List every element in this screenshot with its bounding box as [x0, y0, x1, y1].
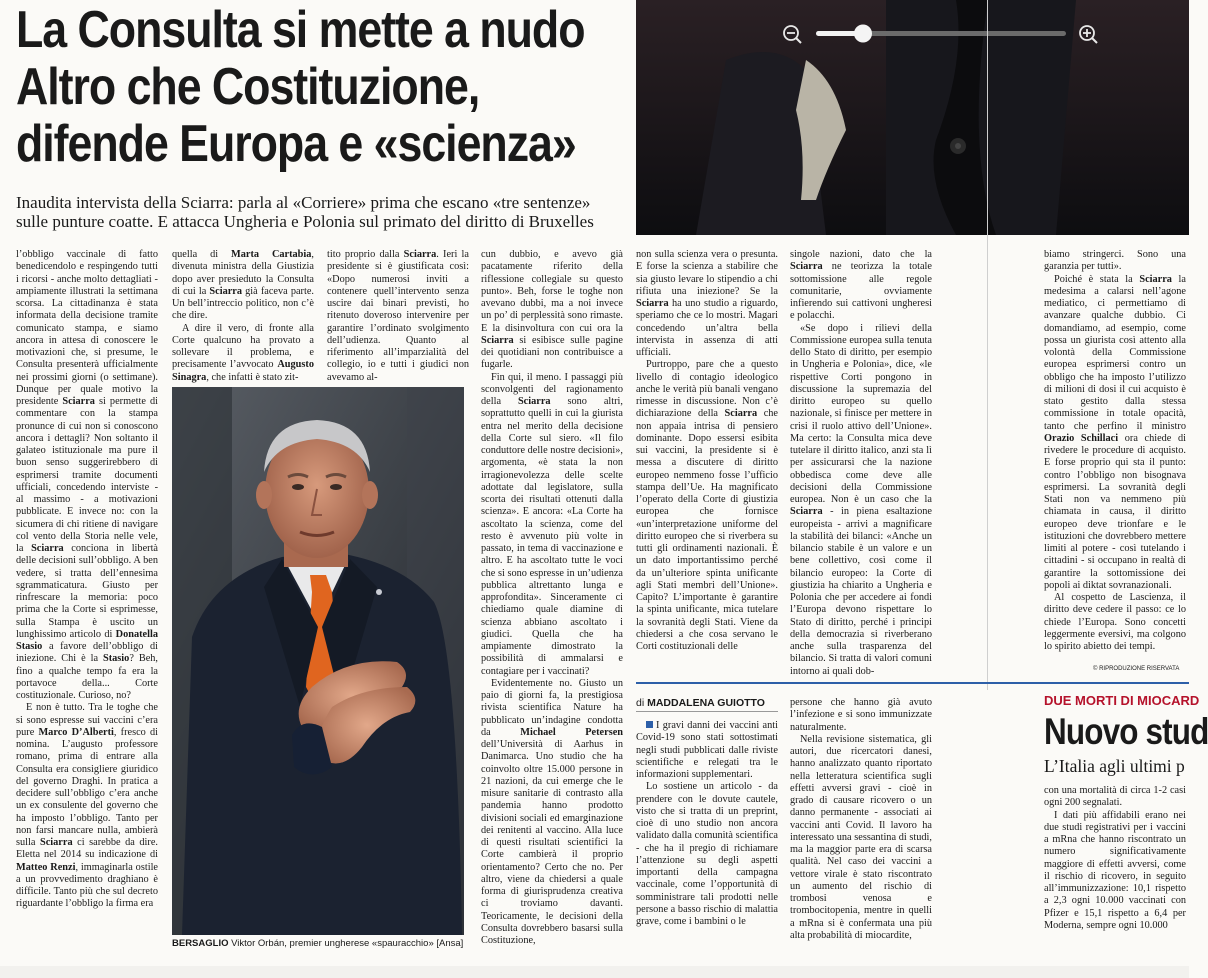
- page-bottom-margin: [0, 966, 1189, 978]
- column-2-top: quella di Marta Cartabia, divenuta ministra della Giustizia dopo aver presieduto la Consulta di cui la Sciarra già faceva parte. Un bell’intreccio politico, non c’è che dire. A dire il vero, di fronte alla Corte qualcuno ha provato a sollevare il problema, e precisamente l’avvocato Augusto Sinagra, che infatti è stato zit-: [172, 249, 314, 383]
- side-story-kicker: DUE MORTI DI MIOCARD: [1044, 693, 1200, 708]
- column-4: cun dubbio, e avevo già pacatamente riferito della riflessione collegiale su questo punto». Beh, forse le toghe non avevano dubbi, ma a noi invece un po’ di perplessità sono rimaste. E la disinvoltura con cui ora la Sciarra si esibisce sulle pagine dei quotidiani non contribuisce a fugarle. Fin qui, il meno. I passaggi più sconvolgenti del ragionamento della Sciarra sono altri, soprattutto quelli in cui la giurista entra nel merito della decisione della Corte sul siero. «Il filo conduttore delle nostre decisioni», argomenta, «è stata la non irragionevolezza delle scelte adottate dal legislatore, sulla scorta dei risultati ottenuti dalla scienza». E ancora: «La Corte ha ascoltato la scienza, come del resto è avvenuto più volte in passato, in tema di vaccinazione e altro. E ha ascoltato tutte le voci che si sono espresse in un’udienza pubblica altrettanto lunga e approfondita». Sinceramente ci chiediamo quale diamine di scienza abbiano ascoltato i giudici. Quella che ha ampiamente dimostrato la possibilità di ammalarsi e contagiare per i vaccinati? Evidentemente no. Giusto un paio di giorni fa, la prestigiosa rivista scientifica Nature ha pubblicato un’indagine condotta da Michael Petersen dell’Università di Aarhus in Danimarca. Uno studio che ha coinvolto oltre 15.000 persone in 21 nazioni, da cui emerge che le misure sanitarie di contrasto alla pandemia hanno prodotto divisioni sociali ed emarginazione dei renitenti al vaccino. Alla luce di questi risultati scientifici la Corte cambierà il proprio orientamento? Certo che no. Per altro, viene da chiedersi a quale forma di giurisprudenza creativa ci troviamo davanti. Teoricamente, le decisioni della Consulta dovrebbero basarsi sulla Costituzione,: [481, 249, 623, 946]
- headline-line-2: Altro che Costituzione,: [16, 58, 480, 116]
- zoom-in-icon[interactable]: [1080, 26, 1097, 43]
- zoom-bar[interactable]: [776, 14, 1110, 54]
- column-6: singole nazioni, dato che la Sciarra ne teorizza la totale sottomissione alle regole comunitarie, ovviamente infierendo sui cattivoni ungheresi e polacchi. «Se dopo i rilievi della Commissione europea sulla tenuta dello Stato di diritto, per esempio in Ungheria e Polonia», dice, «le rispettive Corti pongono in discussione la supremazia del diritto europeo su quello nazionale, si finisce per mettere in crisi il ruolo attivo dell’Unione». Ma certo: la Consulta mica deve tutelare il diritto italico, anzi sta lì per assicurarsi che la nazione obbedisca come deve alle decisioni della Commissione europea. Non è un caso che la Sciarra - in piena esaltazione europeista - arrivi a magnificare la stabilità dei bilanci: «Anche un bilancio stabile è un valore e un bene collettivo, così come il bilancio europeo: la Corte di giustizia ha chiarito a Ungheria e Polonia che per accedere ai fondi l’Europa devono rispettare lo Stato di diritto, perché i principi della democrazia si riverberano anche sulla trasparenza del bilancio. Si tratta di valori comuni intorno ai quali dob-: [790, 249, 932, 677]
- column-3-top: tito proprio dalla Sciarra. Ieri la presidente si è giustificata così: «Dopo numerosi inviti a contenere quell’intervento senza uscire dai binari previsti, ho ritenuto doveroso intervenire per garantire l’ordinato svolgimento dell’udienza. Quanto al riferimento all’imparzialità del collegio, io e tutti i giudici non avevamo al-: [327, 249, 469, 383]
- headline-line-3: difende Europa e «scienza»: [16, 115, 576, 173]
- column-1: l’obbligo vaccinale di fatto benedicendolo e respingendo tutti i ricorsi - anche molto dettagliati - ampiamente illustrati la settimana scorsa. La cittadinanza è stata informata della decisione tramite comunicato stampa, e siamo ancora in attesa di conoscere le motivazioni che, si presume, le Consulta presenterà ufficialmente nei prossimi giorni (o settimane). Dunque per quale motivo la presidente Sciarra si permette di commentare con la stampa pronunce di cui non si conoscono ancora i dettagli? Non soltanto il galateo istituzionale ma pure il buon senso suggerirebbero di esprimersi tramite documenti ufficiali, concedendo interviste - al massimo - a motivazioni pubblicate. E invece no: con la sicumera di chi ritiene di navigare col vento della Storia nelle vele, la Sciarra conciona in libertà delle decisioni sull’obbligo. A ben vedere, si tratta dell’ennesima sgrammaticatura. Giusto per rinfrescare la memoria: poco prima che la Corte si esprimesse, sulla Stampa è uscito un lunghissimo articolo di Donatella Stasio a favore dell’obbligo di iniezione. Chi è la Stasio? Beh, fino a qualche tempo fa era la portavoce della... Corte costituzionale. Curioso, no? E non è tutto. Tra le toghe che si sono espresse sui vaccini c’era pure Marco D’Alberti, fresco di nomina. L’augusto professore romano, prima di entrare alla Consulta era consigliere giuridico del governo Draghi. In pratica a decidere sull’obbligo c’era anche un ex consulente del governo che ha imposto l’obbligo. Tanto per non farsi mancare nulla, ambierà sulla Sciarra ci sarebbe da dire. Eletta nel 2014 su indicazione di Matteo Renzi, immaginarla ostile a un provvedimento draghiano è difficile. Tanto più che sul decreto riguardante l’obbligo la firma era: [16, 249, 158, 910]
- side-story-title: Nuovo stud: [1044, 711, 1208, 752]
- page-divider: [987, 0, 988, 690]
- subheadline: [16, 193, 626, 231]
- zoom-slider-handle[interactable]: [854, 25, 872, 43]
- reproduction-notice: © RIPRODUZIONE RISERVATA: [1093, 666, 1180, 672]
- subheadline-line-2: sulle punture coatte. E attacca Ungheria e Polonia sul primato del diritto di Bruxelles: [16, 212, 594, 231]
- byline-rule: [636, 711, 778, 712]
- paragraph-marker: [646, 721, 653, 728]
- column-9: persone che hanno già avuto l’infezione e si sono immunizzate naturalmente. Nella revisione sistematica, gli autori, due ricercatori danesi, hanno analizzato quanto riportato nella letteratura scientifica sugli effetti avversi gravi - cioè in grado di causare ricovero o un danno permanente - associati ai vaccini anti Covid. Il lavoro ha interessato una sessantina di studi, ma la maggior parte era di scarsa qualità. Nel caso dei vaccini a vettore virale è stato riscontrato un aumento del rischio di trombosi venosa e trombocitopenia, mentre in quelli a mRna si è confermata una più alta probabilità di miocardite,: [790, 697, 932, 941]
- portrait-photo: [172, 387, 464, 935]
- column-8: I gravi danni dei vaccini anti Covid-19 sono stati sottostimati negli studi pubblicati dalle riviste scientifiche e relegati tra le informazioni supplementari. Lo sostiene un articolo - da prendere con le dovute cautele, visto che si tratta di un preprint, cioè di uno studio non ancora validato dalla comunità scientifica - che ha il pregio di richiamare l’attenzione su degli aspetti importanti della campagna vaccinale, come l’opportunità di somministrare tali prodotti nelle persone a basso rischio di malattia grave, come i bambini o le: [636, 720, 778, 927]
- subheadline-line-1: Inaudita intervista della Sciarra: parla al «Corriere» prima che escano «tre sentenze»: [16, 193, 591, 212]
- byline: di MADDALENA GUIOTTO: [636, 697, 765, 709]
- photo-caption: BERSAGLIO Viktor Orbán, premier ungherese «spauracchio» [Ansa]: [172, 938, 464, 949]
- zoom-out-icon[interactable]: [784, 26, 801, 43]
- column-5: non sulla scienza vera o presunta. E forse la scienza a stabilire che sia giusto levare lo stipendio a chi rifiuta una iniezione? Se la Sciarra ha uno studio a riguardo, speriamo che ce lo mostri. Magari concedendo un’altra bella intervista in assenza di atti ufficiali. Purtroppo, pare che a questo livello di contagio ideologico anche le verità più banali vengano rimesse in discussione. Non c’è dichiarazione della Sciarra che non appaia intrisa di pensiero dominante. Dopo essersi esibita sui vaccini, la presidente si è messa a discutere di diritto europeo nemmeno fosse l’ufficio stampa dell’Ue. Ha magnificato l’operato della Corte di giustizia europea che fornisce «un’interpretazione uniforme del diritto europeo che si riverbera su tutti gli ordinamenti nazionali. È un dato importantissimo perché da un’ulteriore spinta unificante agli Stati membri dell’Unione». Capito? L’importante è garantire la spinta unificante, mica tutelare la sovranità degli Stati. Viene da chiedersi a che cosa servano le Corti costituzionali delle: [636, 249, 778, 652]
- side-story-subtitle: L’Italia agli ultimi p: [1044, 756, 1185, 776]
- section-rule: [636, 682, 1189, 684]
- column-7: biamo stringerci. Sono una garanzia per tutti». Poiché è stata la Sciarra la medesima a calarsi nell’agone mediatico, ci permettiamo di avanzare qualche dubbio. Ci domandiamo, ad esempio, come possa un giurista così attento alla volontà della Commissione europea esprimersi contro un obbligo che ha imposto l’utilizzo di milioni di dosi il cui acquisto è stato gestito dalla stessa commissione in totale opacità, tanto che perfino il ministro Orazio Schillaci ora chiede di rivedere le procedure di acquisto. E forse proprio qui sta il punto: contro l’obbligo non bisognava esprimersi. La sovranità degli Stati non va nemmeno più chiamata in causa, il diritto europeo deve trionfare e le istituzioni che dovrebbero mettere limiti al potere - così tutelando i cittadini - si occupano in realtà di garantire la sottomissione dei popoli ai diktat sovranazionali. Al cospetto de Lascienza, il diritto deve cedere il passo: ce lo chiede l’Europa. Sono concetti leggermente eversivi, ma colgono lo spirito abietto dei tempi.: [1044, 249, 1187, 652]
- headline: [16, 1, 585, 173]
- column-10: con una mortalità di circa 1-2 casi ogni 200 segnalati. I dati più affidabili erano nei due studi registrativi per i vaccini a mRna che hanno riscontrato un numero significativamente maggiore di effetti avversi, come il rischio di ricovero, in seguito all’immunizzazione: 10,1 rispetto a 2,3 ogni 10.000 vaccinati con Pfizer e 15,1 rispetto a 6,4 per Moderna, sempre ogni 10.000: [1044, 785, 1186, 931]
- headline-line-1: La Consulta si mette a nudo: [16, 1, 585, 59]
